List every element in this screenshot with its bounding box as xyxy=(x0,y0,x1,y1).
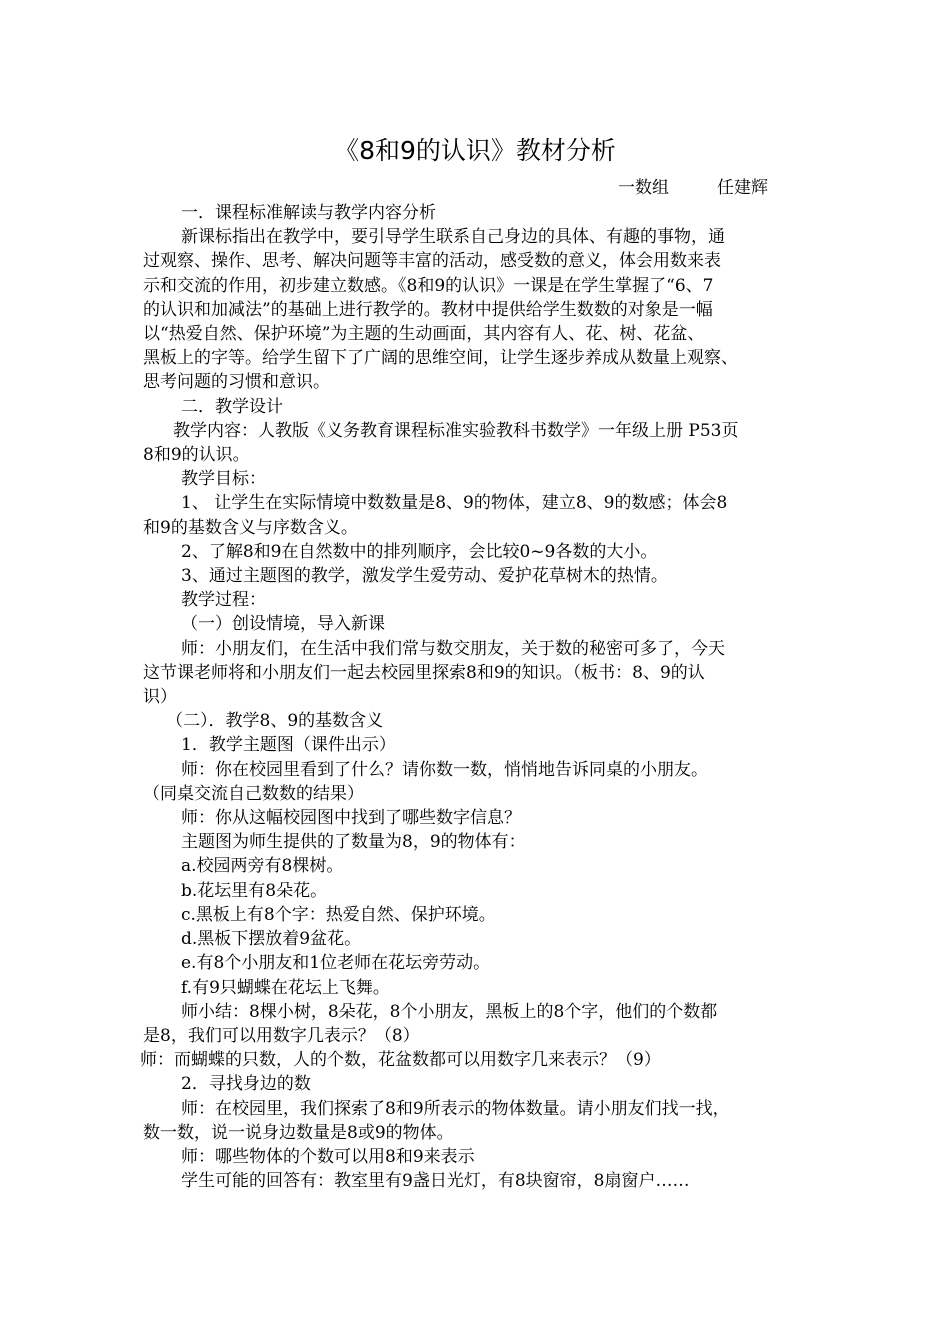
list-item: 1、 让学生在实际情境中数数量是8、9的物体，建立8、9的数感；体会8 xyxy=(181,493,728,514)
paragraph-line: 教学过程： xyxy=(181,590,266,611)
paragraph-line: 新课标指出在教学中，要引导学生联系自己身边的具体、有趣的事物，通 xyxy=(181,227,725,248)
paragraph-line: 师：在校园里，我们探索了8和9所表示的物体数量。请小朋友们找一找， xyxy=(181,1098,730,1119)
list-item: b.花坛里有8朵花。 xyxy=(181,880,328,901)
paragraph-line: 师：哪些物体的个数可以用8和9来表示 xyxy=(181,1146,475,1167)
paragraph-line: 8和9的认识。 xyxy=(143,445,250,466)
paragraph-line: 师：你从这幅校园图中找到了哪些数字信息？ xyxy=(181,808,521,829)
section-heading: 一．课程标准解读与教学内容分析 xyxy=(181,203,436,223)
paragraph-line: 示和交流的作用，初步建立数感。《8和9的认识》一课是在学生掌握了“6、7 xyxy=(143,275,714,296)
paragraph-line: 师：小朋友们，在生活中我们常与数交朋友，关于数的秘密可多了，今天 xyxy=(181,638,725,659)
subsection-heading: （二）．教学8、9的基数含义 xyxy=(166,711,384,732)
paragraph-line: 师：你在校园里看到了什么？请你数一数，悄悄地告诉同桌的小朋友。 xyxy=(181,759,708,780)
paragraph-line: 1．教学主题图（课件出示） xyxy=(181,735,396,756)
author-name: 任建辉 xyxy=(717,178,768,198)
author-group: 一数组 xyxy=(618,178,669,198)
author-line xyxy=(618,176,768,200)
list-item: d.黑板下摆放着9盆花。 xyxy=(181,929,362,950)
paragraph-line: 师：而蝴蝶的只数，人的个数，花盆数都可以用数字几来表示？（9） xyxy=(140,1050,661,1071)
paragraph-line: 黑板上的字等。给学生留下了广阔的思维空间，让学生逐步养成从数量上观察、 xyxy=(143,348,738,369)
paragraph-line: 主题图为师生提供的了数量为8，9的物体有： xyxy=(181,832,526,853)
list-item: a.校园两旁有8棵树。 xyxy=(181,856,344,877)
paragraph-line: （同桌交流自己数数的结果） xyxy=(143,783,364,804)
document-title: 《8和9的认识》教材分析 xyxy=(334,136,616,165)
list-item: 3、通过主题图的教学，激发学生爱劳动、爱护花草树木的热情。 xyxy=(181,566,668,587)
paragraph-line: 和9的基数含义与序数含义。 xyxy=(143,517,358,538)
paragraph-line: 思考问题的习惯和意识。 xyxy=(143,372,330,393)
paragraph-line: 识） xyxy=(143,687,177,708)
document-body xyxy=(140,201,823,1193)
section-heading: 二．教学设计 xyxy=(181,396,283,417)
paragraph-line: 教学目标： xyxy=(181,469,266,490)
list-item: e.有8个小朋友和1位老师在花坛旁劳动。 xyxy=(181,953,491,974)
paragraph-line: 过观察、操作、思考、解决问题等丰富的活动，感受数的意义，体会用数来表 xyxy=(143,251,721,272)
subsection-heading: 2．寻找身边的数 xyxy=(181,1074,311,1095)
subsection-heading: （一）创设情境，导入新课 xyxy=(181,614,385,635)
paragraph-line: 的认识和加减法”的基础上进行教学的。教材中提供给学生数数的对象是一幅 xyxy=(143,299,713,320)
list-item: 2、了解8和9在自然数中的排列顺序，会比较0~9各数的大小。 xyxy=(181,541,658,562)
paragraph-line: 学生可能的回答有：教室里有9盏日光灯，有8块窗帘，8扇窗户…… xyxy=(181,1171,690,1192)
paragraph-line: 是8，我们可以用数字几表示？（8） xyxy=(143,1025,420,1046)
list-item: f.有9只蝴蝶在花坛上飞舞。 xyxy=(181,977,390,998)
paragraph-line: 以“热爱自然、保护环境”为主题的生动画面，其内容有人、花、树、花盆、 xyxy=(143,324,705,345)
list-item: c.黑板上有8个字：热爱自然、保护环境。 xyxy=(181,904,496,925)
paragraph-line: 数一数，说一说身边数量是8或9的物体。 xyxy=(143,1122,454,1143)
paragraph-line: 教学内容：人教版《义务教育课程标准实验教科书数学》一年级上册 P53页 xyxy=(173,420,739,441)
paragraph-line: 这节课老师将和小朋友们一起去校园里探索8和9的知识。（板书：8、9的认 xyxy=(143,662,705,683)
paragraph-line: 师小结：8棵小树，8朵花，8个小朋友，黑板上的8个字，他们的个数都 xyxy=(181,1001,718,1022)
